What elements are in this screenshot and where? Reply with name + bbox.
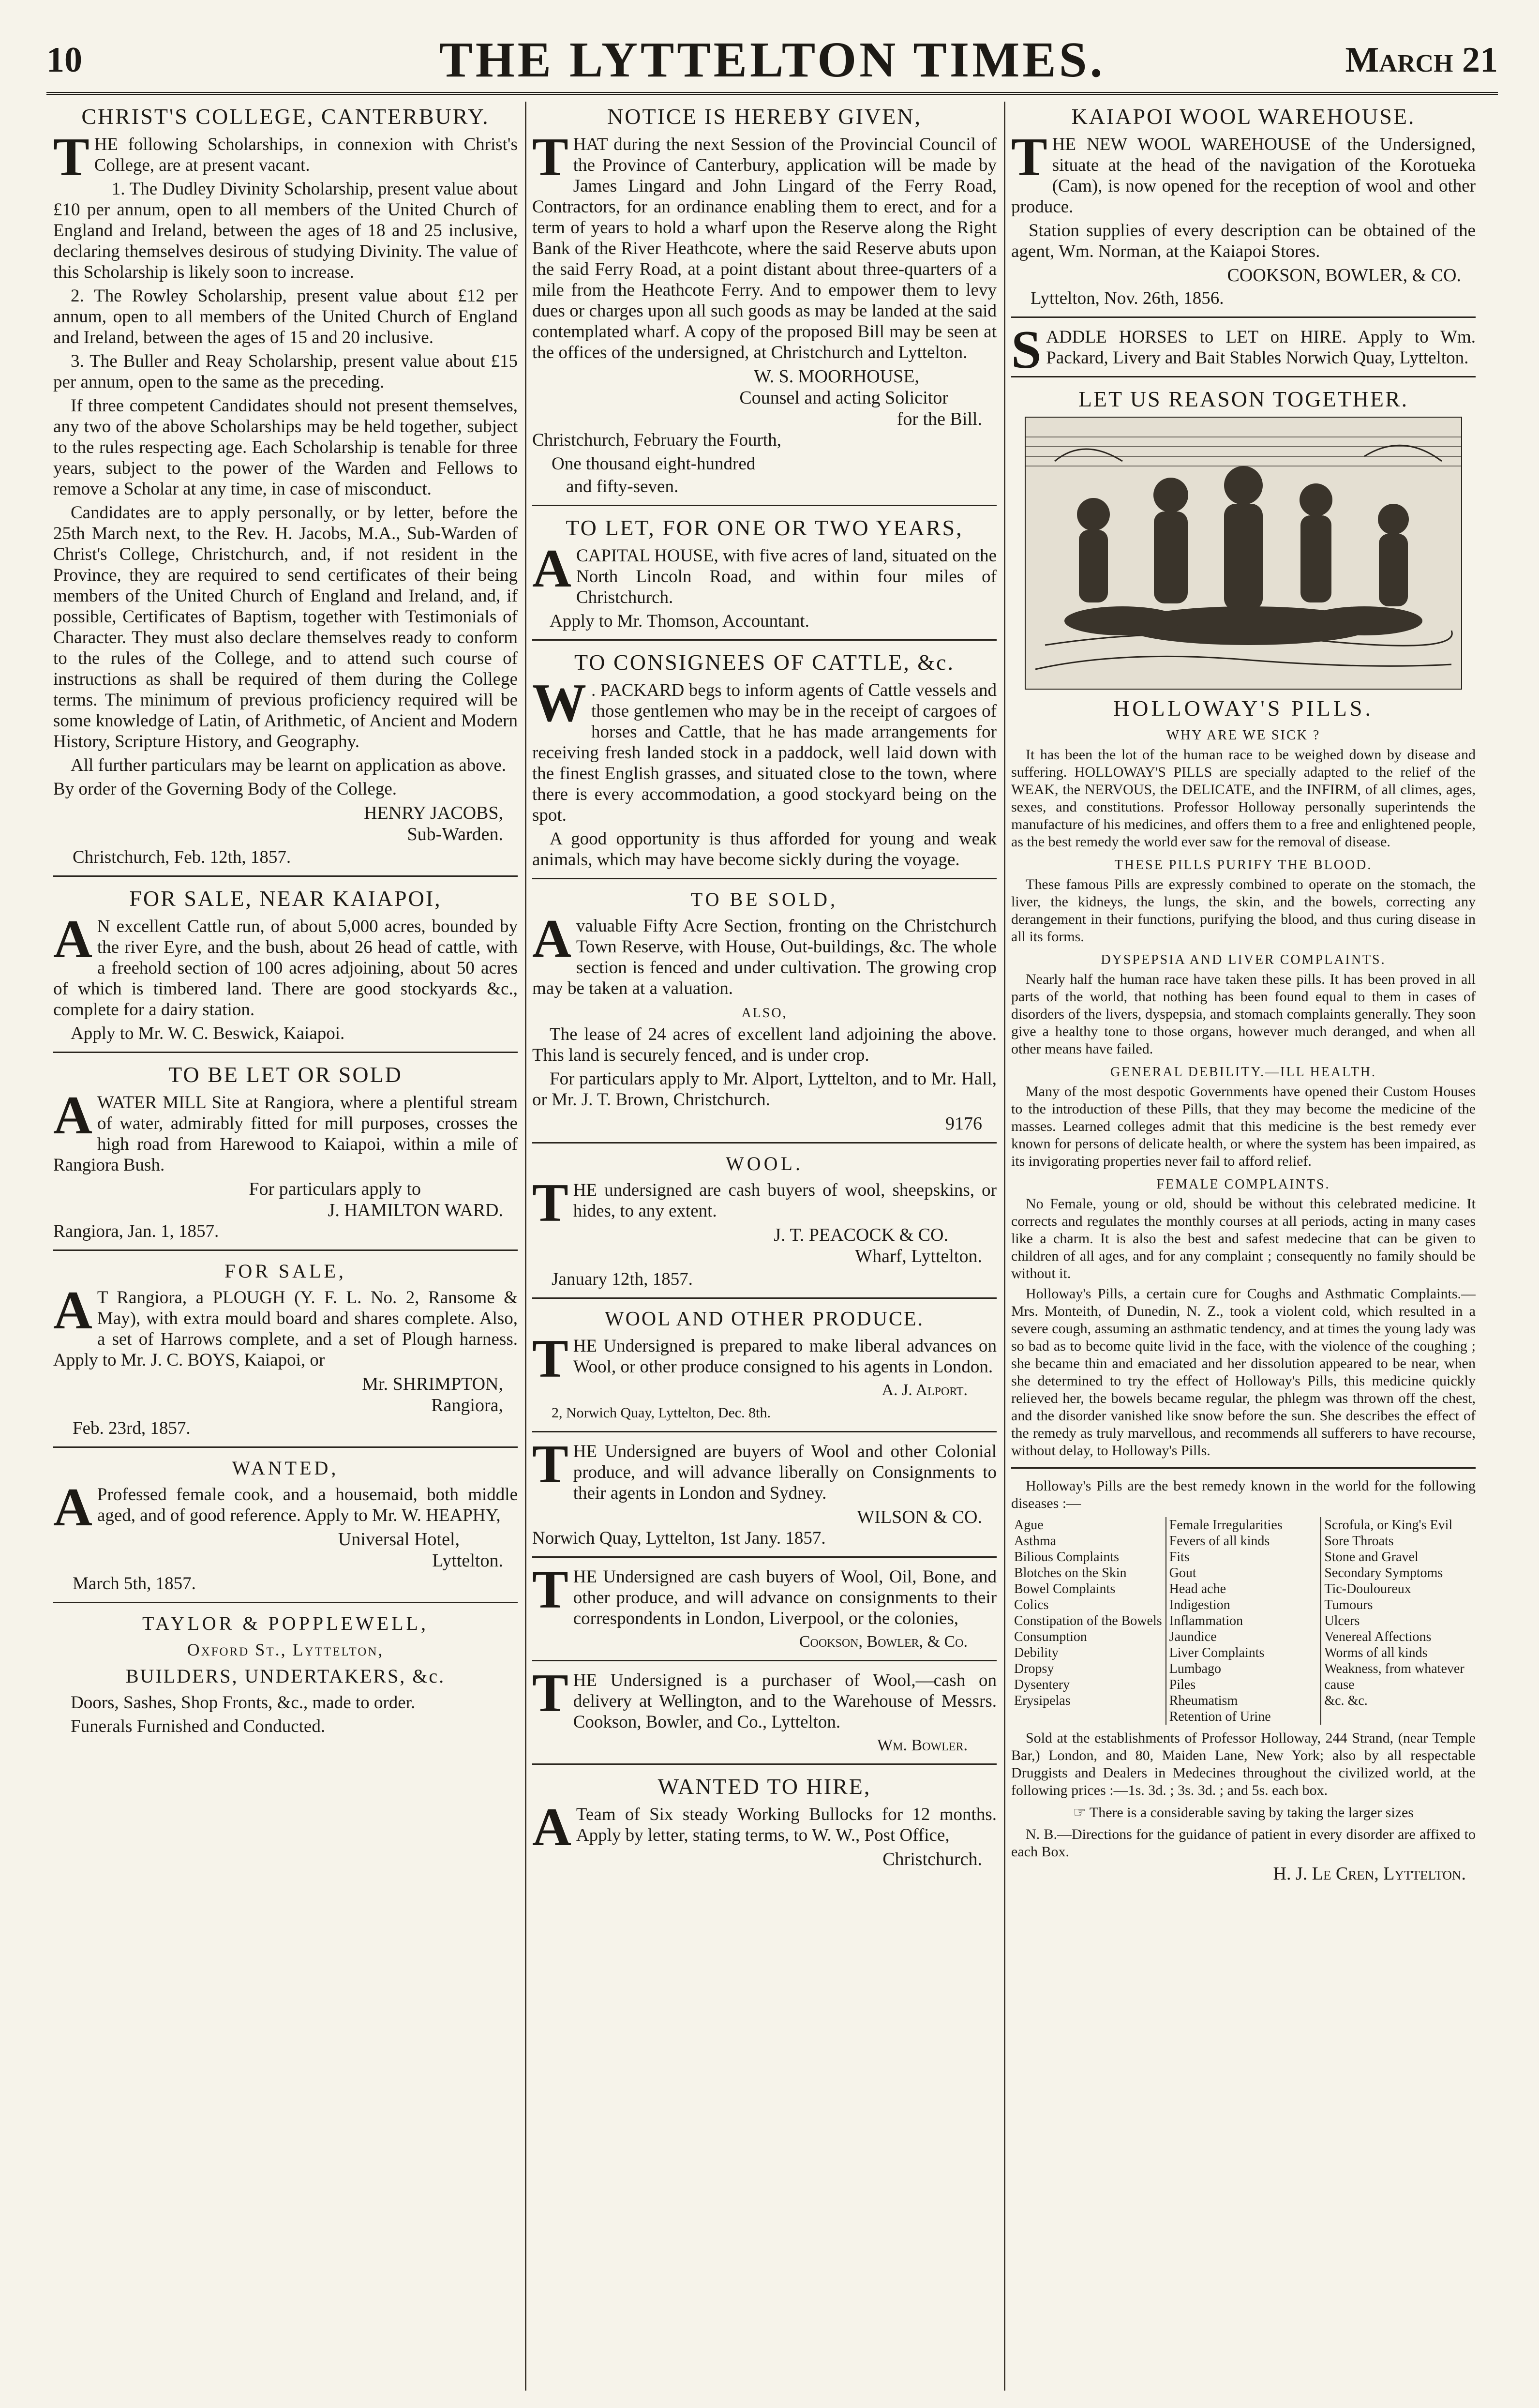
ad-signature: Christchurch.: [882, 1849, 982, 1869]
ad-date: Norwich Quay, Lyttelton, 1st Jany. 1857.: [532, 1528, 826, 1548]
disease-item: Venereal Affections: [1324, 1629, 1432, 1644]
section-text: No Female, young or old, should be without this celebrated medicine. It corrects and regulates the monthly courses at all periods, acting in many cases like a charm. It is also the best and safest medecine that can be given to children of all ages, and for any complaint ; consequently no family should be without it.: [1011, 1196, 1476, 1281]
section-text: Nearly half the human race have taken these pills. It has been proved in all parts of the world, that nothing has been found equal to them in cases of disorders of the livers, dyspepsia, and stomach complaints generally. They soon give a healthy tone to those organs, however much deranged, and when all other means have failed.: [1011, 971, 1476, 1057]
ad-text: A good opportunity is thus afforded for young and weak animals, which may have become sickly during the voyage.: [532, 829, 997, 870]
disease-item: Debility: [1014, 1645, 1059, 1660]
ad-signature: J. T. PEACOCK & CO.: [774, 1225, 948, 1245]
ad-text: Station supplies of every description can be obtained of the agent, Wm. Norman, at the Kaiapoi Stores.: [1011, 221, 1476, 261]
ad-signature: Mr. SHRIMPTON,: [362, 1374, 503, 1394]
disease-item: Bilious Complaints: [1014, 1550, 1120, 1565]
ad-to-let-house: [532, 515, 997, 632]
ad-signature: WILSON & CO.: [857, 1507, 982, 1527]
column-3: [1011, 102, 1476, 2395]
ad-subheading: Oxford St., Lyttelton,: [187, 1640, 384, 1659]
ad-divider: [532, 1660, 997, 1661]
ad-text: WATER MILL Site at Rangiora, where a plentiful stream of water, admirably fitted for mill purposes, crosses the high road from Harewood to Kaiapoi, within a mile of Rangiora Bush.: [53, 1093, 518, 1175]
diseases-intro: Holloway's Pills are the best remedy known in the world for the following diseases :—: [1011, 1478, 1476, 1511]
ad-wool-peacock: [532, 1152, 997, 1290]
ad-text: HE Undersigned are cash buyers of Wool, Oil, Bone, and other produce, and will advance on consignments to their correspondents in London, Liverpool, or the colonies,: [573, 1567, 997, 1628]
diseases-column-3: [1320, 1517, 1476, 1725]
disease-item: Bowel Complaints: [1014, 1581, 1116, 1596]
column-divider: [1004, 102, 1005, 2391]
ad-text: 3. The Buller and Reay Scholarship, present value about £15 per annum, open to the same as the preceding.: [53, 351, 518, 392]
column-1: [53, 102, 518, 2395]
ad-text: HE Undersigned are buyers of Wool and other Colonial produce, and will advance liberally on Consignments to their agents in London and Sydney.: [573, 1442, 997, 1503]
disease-item: Liver Complaints: [1169, 1645, 1265, 1660]
section-text: Many of the most despotic Governments have opened their Custom Houses to the introduction of these Pills, that they may become the medicine of the masses. Learned colleges admit that this medicine is the best remedy ever known for persons of delicate health, or where the system has been impaired, as its invigorating properties never fail to afford relief.: [1011, 1084, 1476, 1169]
ad-apply: Apply to Mr. Thomson, Accountant.: [550, 611, 809, 631]
ad-heading: LET US REASON TOGETHER.: [1078, 387, 1409, 411]
newspaper-title: THE LYTTELTON TIMES.: [439, 32, 1106, 88]
ad-plough-sale: [53, 1260, 518, 1439]
ad-signature: H. J. Le Cren, Lyttelton.: [1273, 1864, 1466, 1884]
drop-cap: A: [532, 539, 571, 599]
ad-heading: WOOL AND OTHER PRODUCE.: [604, 1308, 925, 1330]
savings-note: There is a considerable saving by taking the larger sizes: [1089, 1805, 1414, 1821]
ad-title: HOLLOWAY'S PILLS.: [1113, 696, 1374, 721]
ad-wool-produce-alport: [532, 1308, 997, 1423]
disease-item: Asthma: [1014, 1534, 1057, 1549]
ad-holloways-pills: [1011, 386, 1476, 1884]
ad-divider: [53, 1052, 518, 1053]
disease-item: Colics: [1014, 1597, 1049, 1612]
ad-signature: J. HAMILTON WARD.: [328, 1200, 503, 1220]
engraving-illustration: [1025, 417, 1462, 690]
ad-text: HE undersigned are cash buyers of wool, sheepskins, or hides, to any extent.: [573, 1180, 997, 1221]
disease-item: Dropsy: [1014, 1661, 1054, 1676]
ad-number: 9176: [945, 1114, 982, 1134]
section-heading: THESE PILLS PURIFY THE BLOOD.: [1114, 858, 1373, 873]
disease-item: Tic-Douloureux: [1324, 1581, 1411, 1596]
ad-notice-ferry: [532, 104, 997, 497]
diseases-column-1: [1011, 1517, 1165, 1725]
disease-item: Indigestion: [1169, 1597, 1230, 1612]
ad-heading: WANTED TO HIRE,: [657, 1774, 871, 1799]
ad-divider: [53, 875, 518, 877]
ad-text: valuable Fifty Acre Section, fronting on the Christchurch Town Reserve, with House, Out-buildings, &c. The whole section is fenced and under cultivation. The growing crop may be taken at a valuation.: [532, 916, 997, 998]
disease-item: Constipation of the Bowels: [1014, 1613, 1162, 1628]
ad-signature: Cookson, Bowler, & Co.: [799, 1633, 968, 1651]
disease-item: Lumbago: [1169, 1661, 1221, 1676]
ad-wanted-to-hire: [532, 1774, 997, 1870]
nb-text: N. B.—Directions for the guidance of patient in every disorder are affixed to each Box.: [1011, 1826, 1476, 1860]
ad-line: BUILDERS, UNDERTAKERS, &c.: [125, 1665, 446, 1687]
disease-item: Blotches on the Skin: [1014, 1565, 1127, 1580]
ad-saddle-horses: [1011, 320, 1476, 380]
ad-date: Feb. 23rd, 1857.: [73, 1418, 191, 1438]
disease-item: Consumption: [1014, 1629, 1087, 1644]
ad-text: T Rangiora, a PLOUGH (Y. F. L. No. 2, Ransome & May), with extra mould board and shares complete. Also, a set of Harrows complete, and a set of Plough harness. Apply to Mr. J. C. BOYS, Kaiapoi, or: [53, 1288, 518, 1370]
ad-date: Christchurch, Feb. 12th, 1857.: [73, 847, 291, 867]
ad-text: Funerals Furnished and Conducted.: [71, 1716, 326, 1736]
ad-text: 1. The Dudley Divinity Scholarship, present value about £10 per annum, open to all members of the United Church of England and Ireland, between the ages of 18 and 25 inclusive, declaring themselves desirous of studying Divinity. The value of this Scholarship is likely soon to increase.: [53, 179, 518, 282]
diseases-table: [1011, 1517, 1476, 1725]
ad-consignees-cattle: [532, 649, 997, 870]
ad-taylor-popplewell: [53, 1612, 518, 1737]
disease-item: Retention of Urine: [1169, 1709, 1271, 1724]
ad-text: CAPITAL HOUSE, with five acres of land, situated on the North Lincoln Road, and within four miles of Christchurch.: [576, 546, 997, 607]
ad-divider: [532, 1556, 997, 1558]
ad-signature: COOKSON, BOWLER, & CO.: [1227, 265, 1461, 286]
testimonial-text: Holloway's Pills, a certain cure for Coughs and Asthmatic Complaints.—Mrs. Monteith, of Dunedin, N. Z., took a violent cold, which resulted in a severe cough, assuming an asthmatic tendency, and at times the young lady was so bad as to become quite livid in the face, with the violence of the coughing ; she became thin and emaciated and her dissolution appeared to be near, when she determined to try the effect of Holloway's Pills, this medicine quickly relieved her, the bowels became regular, the phlegm was thrown off the chest, and the disorder vanished like snow before the sun. She describes the effect of the remedy as truly marvellous, and recommends all sufferers to have recourse, without delay, to Holloway's Pills.: [1011, 1286, 1476, 1459]
ad-heading: WANTED,: [232, 1457, 339, 1479]
disease-item: Inflammation: [1169, 1613, 1243, 1628]
ad-heading: WOOL.: [726, 1153, 803, 1174]
pointing-hand-icon: ☞: [1073, 1805, 1086, 1821]
section-heading: WHY ARE WE SICK ?: [1166, 728, 1321, 743]
ad-text: HE Undersigned is prepared to make liberal advances on Wool, or other produce consigned to his agents in London.: [573, 1336, 997, 1377]
section-heading: DYSPEPSIA AND LIVER COMPLAINTS.: [1101, 952, 1386, 967]
ad-heading: TO LET, FOR ONE OR TWO YEARS,: [566, 515, 963, 540]
ad-text: The lease of 24 acres of excellent land adjoining the above. This land is securely fenced, and is under crop.: [532, 1024, 997, 1065]
disease-item: Sore Throats: [1324, 1534, 1394, 1549]
ad-kaiapoi-warehouse: [1011, 104, 1476, 309]
ad-date: One thousand eight-hundred: [552, 454, 756, 474]
ad-text: By order of the Governing Body of the College.: [53, 779, 397, 799]
ad-divider: [532, 1142, 997, 1144]
ad-signature: Rangiora,: [431, 1395, 503, 1415]
disease-item: Jaundice: [1169, 1629, 1217, 1644]
ad-text: HAT during the next Session of the Provincial Council of the Province of Canterbury, application will be made by James Lingard and John Lingard of the Ferry Road, Contractors, for an ordinance enabling them to erect, and for a term of years to hold a wharf upon the Reserve along the Right Bank of the River Heathcote, where the said Reserve abuts upon the said Ferry Road, at a point distant about three-quarters of a mile from the Heathcote Ferry. And to empower them to levy dues or charges upon all such goods as may be landed at the said contemplated wharf. A copy of the proposed Bill may be seen at the offices of the undersigned, at Christchurch and Lyttelton.: [532, 135, 997, 362]
section-text: These famous Pills are expressly combined to operate on the stomach, the liver, the kidneys, the lungs, the skin, and the bowels, correcting any derangement in their functions, purifying the blood, and thus curing disease in all its forms.: [1011, 876, 1476, 945]
ad-text: Professed female cook, and a housemaid, both middle aged, and of good reference. Apply to Mr. W. HEAPHY,: [97, 1485, 518, 1525]
sold-at-text: Sold at the establishments of Professor Holloway, 244 Strand, (near Temple Bar,) London, and 80, Maiden Lane, New York; also by all respectable Druggists and Dealers in Medecines throughout the civilized world, at the following prices :—1s. 3d. ; 3s. 3d. ; and 5s. each box.: [1011, 1730, 1476, 1798]
ad-signature: Lyttelton.: [432, 1550, 503, 1571]
ad-date: Rangiora, Jan. 1, 1857.: [53, 1221, 219, 1241]
drop-cap: T: [532, 1663, 568, 1723]
drop-cap: A: [53, 1280, 92, 1340]
ad-divider: [532, 1763, 997, 1765]
ad-cookson-bowler: [532, 1560, 997, 1652]
ad-heading: NOTICE IS HEREBY GIVEN,: [607, 104, 922, 129]
drop-cap: A: [532, 1797, 571, 1857]
drop-cap: A: [532, 909, 571, 969]
issue-date: March 21: [1345, 40, 1498, 80]
disease-item: Fevers of all kinds: [1169, 1534, 1270, 1549]
ad-text: HE following Scholarships, in connexion with Christ's College, are at present vacant.: [94, 135, 518, 175]
ad-heading: TO CONSIGNEES OF CATTLE, &c.: [574, 650, 955, 675]
ad-divider: [53, 1446, 518, 1448]
ad-divider: [53, 1249, 518, 1251]
ad-heading: FOR SALE, NEAR KAIAPOI,: [129, 886, 442, 911]
ad-heading: FOR SALE,: [224, 1260, 346, 1282]
drop-cap: T: [532, 1329, 568, 1389]
ad-date: Lyttelton, Nov. 26th, 1856.: [1031, 288, 1224, 308]
disease-item: Rheumatism: [1169, 1693, 1238, 1708]
ad-heading: CHRIST'S COLLEGE, CANTERBURY.: [81, 104, 490, 129]
ad-text: For particulars apply to Mr. Alport, Lyttelton, and to Mr. Hall, or Mr. J. T. Brown, Christchurch.: [532, 1069, 997, 1110]
drop-cap: S: [1011, 320, 1042, 380]
disease-item: Female Irregularities: [1169, 1518, 1283, 1533]
disease-item: Stone and Gravel: [1324, 1550, 1419, 1565]
ad-text: N excellent Cattle run, of about 5,000 acres, bounded by the river Eyre, and the bush, about 26 head of cattle, with a freehold section of 100 acres adjoining, about 50 acres of which is timbered land. There are good stockyards &c., complete for a dairy station.: [53, 917, 518, 1020]
ad-heading: TO BE LET OR SOLD: [168, 1062, 403, 1087]
disease-item: Gout: [1169, 1565, 1196, 1580]
ad-wm-bowler: [532, 1663, 997, 1756]
page-number: 10: [46, 40, 82, 80]
ad-text: HE NEW WOOL WAREHOUSE of the Undersigned, situate at the head of the navigation of the Korotueka (Cam), is now opened for the reception of wool and other produce.: [1011, 135, 1476, 217]
ad-text: Team of Six steady Working Bullocks for 12 months. Apply by letter, stating terms, to W. W., Post Office,: [576, 1805, 997, 1845]
ad-divider: [1011, 376, 1476, 377]
ad-date: January 12th, 1857.: [552, 1269, 693, 1289]
ad-water-mill: [53, 1062, 518, 1242]
ad-apply: For particulars apply to: [249, 1179, 421, 1199]
ad-signature: W. S. MOORHOUSE,: [754, 366, 919, 387]
disease-item: Piles: [1169, 1677, 1196, 1692]
drop-cap: T: [532, 1434, 568, 1494]
ad-wilson-co: [532, 1434, 997, 1549]
disease-item: Erysipelas: [1014, 1693, 1071, 1708]
ad-text: ADDLE HORSES to LET on HIRE. Apply to Wm. Packard, Livery and Bait Stables Norwich Quay, Lyttelton.: [1046, 327, 1476, 368]
disease-item: Fits: [1169, 1550, 1190, 1565]
masthead: [46, 21, 1498, 89]
ad-address: 2, Norwich Quay, Lyttelton, Dec. 8th.: [552, 1405, 771, 1421]
ad-text: 2. The Rowley Scholarship, present value about £12 per annum, open to all members of the United Church of England and Ireland, between the ages of 15 and 20 inclusive.: [53, 286, 518, 347]
disease-item: Tumours: [1324, 1597, 1373, 1612]
ad-date: March 5th, 1857.: [73, 1574, 196, 1594]
column-divider: [525, 102, 526, 2391]
ad-signature: A. J. Alport.: [882, 1381, 968, 1399]
ad-subheading: ALSO,: [741, 1006, 788, 1021]
column-2: [532, 102, 997, 2395]
ad-text: All further particulars may be learnt on application as above.: [71, 755, 506, 775]
ad-heading: TO BE SOLD,: [690, 888, 838, 910]
ad-text: Candidates are to apply personally, or by letter, before the 25th March next, to the Rev. H. Jacobs, M.A., Sub-Warden of Christ's College, Christchurch, and, if not resident in the Province, they are required to send certificates of their being members of the United Church of England and Ireland, and, if possible, Certificates of Baptism, together with Testimonials of Character. They must also declare themselves ready to conform to the rules of the College, and to attend such course of instructions as shall be required of them during the College terms. The minimum of previous proficiency required will be some knowledge of Latin, of Arithmetic, of Ancient and Modern History, Scripture History, and Geography.: [53, 503, 518, 752]
drop-cap: T: [532, 1173, 568, 1233]
drop-cap: A: [53, 1085, 92, 1145]
ad-heading: TAYLOR & POPPLEWELL,: [142, 1612, 429, 1634]
section-text: It has been the lot of the human race to be weighed down by disease and suffering. HOLLOWAY'S PILLS are specially adapted to the relief of the WEAK, the NERVOUS, the DELICATE, and the INFIRM, of all climes, ages, sexes, and constitutions. Professor Holloway personally superintends the manufacture of his medicines, and offers them to a free and enlightened people, as the best remedy the world ever saw for the removal of disease.: [1011, 747, 1476, 850]
disease-item: Ulcers: [1324, 1613, 1360, 1628]
section-heading: FEMALE COMPLAINTS.: [1156, 1177, 1330, 1192]
ad-to-be-sold: [532, 888, 997, 1134]
ad-text: Doors, Sashes, Shop Fronts, &c., made to order.: [71, 1693, 416, 1713]
ad-signature: HENRY JACOBS,: [364, 803, 503, 823]
disease-item: Worms of all kinds: [1324, 1645, 1428, 1660]
drop-cap: T: [532, 127, 568, 187]
masthead-rule: [46, 92, 1498, 95]
ad-divider: [532, 1431, 997, 1432]
ad-divider: [532, 1297, 997, 1299]
ad-heading: KAIAPOI WOOL WAREHOUSE.: [1071, 104, 1416, 129]
disease-item: Weakness, from whatever cause: [1324, 1661, 1464, 1692]
drop-cap: A: [53, 1477, 92, 1537]
ad-divider: [1011, 316, 1476, 318]
engraving-art: [1026, 418, 1461, 689]
ad-text: . PACKARD begs to inform agents of Cattle vessels and those gentlemen who may be in the receipt of cargoes of horses and Cattle, that he has made arrangements for receiving fresh landed stock in a paddock, well laid down with the finest English grasses, and situated close to the town, where there is every accommodation, a good stockyard being on the spot.: [532, 680, 997, 825]
drop-cap: T: [1011, 127, 1047, 187]
ad-divider: [532, 639, 997, 641]
ad-date: and fifty-seven.: [566, 477, 679, 497]
ad-signature: Universal Hotel,: [338, 1529, 460, 1550]
ad-divider: [53, 1602, 518, 1603]
ad-divider: [532, 505, 997, 506]
ad-sale-kaiapoi: [53, 886, 518, 1044]
ad-text: HE Undersigned is a purchaser of Wool,—cash on delivery at Wellington, and to the Warehouse of Messrs. Cookson, Bowler, and Co., Lyttelton.: [573, 1671, 997, 1732]
disease-item: Dysentery: [1014, 1677, 1070, 1692]
ad-apply: Apply to Mr. W. C. Beswick, Kaiapoi.: [71, 1023, 345, 1043]
ad-signature: Counsel and acting Solicitor: [739, 388, 948, 408]
ad-divider: [1011, 1467, 1476, 1469]
ad-wanted-cook: [53, 1457, 518, 1594]
disease-item: Scrofula, or King's Evil: [1324, 1518, 1453, 1533]
disease-item: Secondary Symptoms: [1324, 1565, 1443, 1580]
disease-item: Head ache: [1169, 1581, 1226, 1596]
ad-christs-college: [53, 104, 518, 868]
ad-divider: [532, 878, 997, 879]
ad-text: If three competent Candidates should not present themselves, any two of the above Scholarships may be held together, subject to the rules respecting age. Each Scholarship is tenable for three years, subject to the power of the Warden and Fellows to remove a Scholar at any time, in case of misconduct.: [53, 396, 518, 499]
drop-cap: A: [53, 909, 92, 969]
drop-cap: W: [532, 673, 586, 733]
section-heading: GENERAL DEBILITY.—ILL HEALTH.: [1110, 1065, 1376, 1080]
diseases-column-2: [1165, 1517, 1321, 1725]
drop-cap: T: [53, 127, 90, 187]
drop-cap: T: [532, 1560, 568, 1620]
ad-signature: Sub-Warden.: [407, 824, 503, 844]
ad-signature: for the Bill.: [897, 409, 982, 429]
ad-date: Christchurch, February the Fourth,: [532, 430, 781, 450]
disease-item: &c. &c.: [1324, 1693, 1368, 1708]
disease-item: Ague: [1014, 1518, 1044, 1533]
ad-signature: Wharf, Lyttelton.: [855, 1246, 982, 1266]
ad-signature: Wm. Bowler.: [877, 1736, 968, 1754]
